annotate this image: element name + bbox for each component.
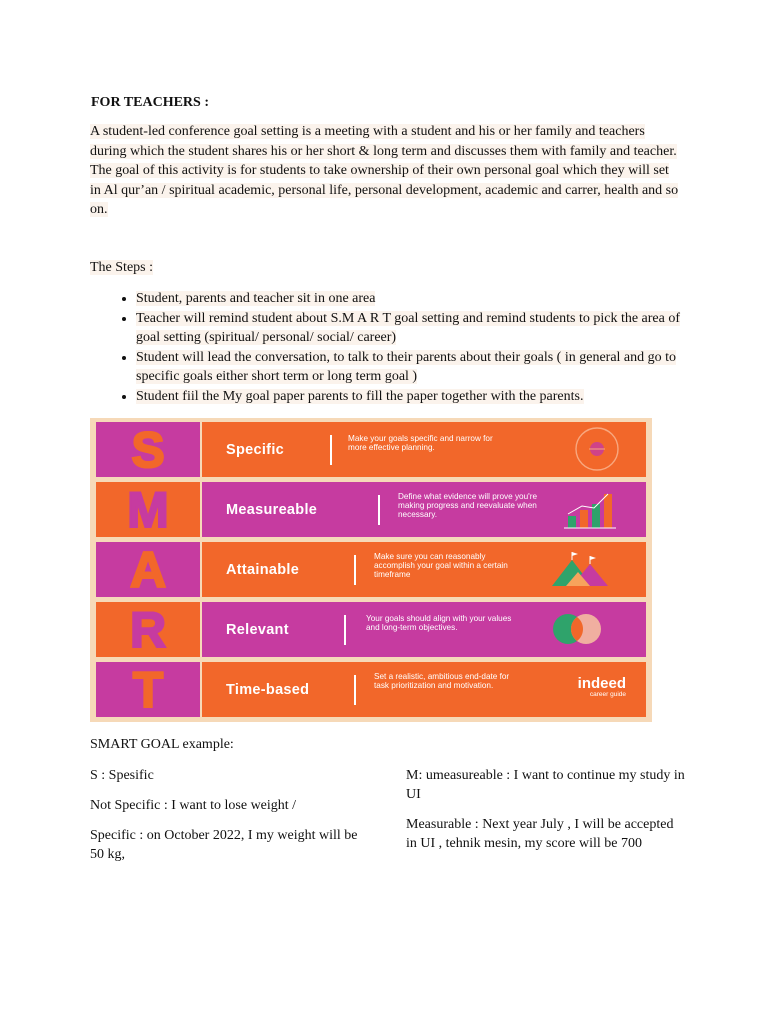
steps-title-text: The Steps : [90, 260, 153, 275]
divider [378, 495, 380, 525]
step-text: Student, parents and teacher sit in one area [136, 291, 376, 306]
step-text: Student fiil the My goal paper parents to fill the paper together with the parents. [136, 388, 584, 404]
smart-letter-cell [96, 602, 200, 657]
example-line: Specific : on October 2022, I my weight will be 50 kg, [90, 828, 358, 862]
divider [330, 435, 332, 465]
example-line: Not Specific : I want to lose weight / [90, 798, 297, 813]
smart-letter-cell [96, 422, 200, 477]
smart-letter: A [129, 541, 167, 598]
divider [344, 615, 346, 645]
smart-row-measureable [96, 482, 646, 537]
smart-description: Define what evidence will prove you're making progress and reevaluate when necessary. [398, 492, 538, 520]
intro-text: A student-led conference goal setting is a meeting with a student and his or her family and teachers during which the student shares his or her short & long term and discusses them with family and teacher. The goal of this activity is for students to take ownership of their own personal goal which they will set in Al qur’an / spiritual academic, personal life, personal development, academic and carrer, health and so on. [90, 124, 679, 217]
list-item [136, 387, 690, 407]
target-icon [562, 426, 632, 473]
smart-letter-cell [96, 542, 200, 597]
smart-description: Set a realistic, ambitious end-date for task prioritization and motivation. [374, 672, 510, 691]
steps-title [90, 260, 153, 276]
smart-letter: S [131, 421, 165, 478]
example-title: SMART GOAL example: [90, 737, 234, 752]
smart-content-cell [202, 542, 646, 597]
brand-name: indeed [577, 675, 626, 692]
smart-infographic [90, 418, 652, 722]
example-line: S : Spesific [90, 768, 154, 783]
smart-word: Specific [226, 441, 285, 458]
venn-circles-icon [542, 606, 612, 653]
smart-word: Relevant [226, 621, 289, 638]
step-text: Student will lead the conversation, to talk to their parents about their goals ( in general and go to specific goals either short term or long term goal ) [136, 349, 677, 384]
smart-letter: T [132, 661, 164, 718]
mountains-icon [548, 546, 618, 593]
smart-word: Attainable [226, 561, 300, 578]
smart-content-cell [202, 662, 646, 717]
step-text: Teacher will remind student about S.M A R T goal setting and remind students to pick the area of goal setting (spiritual/ personal/ social/ career) [136, 310, 681, 345]
indeed-logo [578, 676, 626, 699]
smart-description: Your goals should align with your values and long-term objectives. [366, 614, 512, 633]
example-line: Measurable : Next year July , I will be accepted in UI , tehnik mesin, my score will be 700 [406, 817, 674, 851]
smart-content-cell [202, 422, 646, 477]
example-left-column [90, 766, 368, 875]
smart-row-attainable [96, 542, 646, 597]
list-item [136, 348, 690, 387]
smart-content-cell [202, 602, 646, 657]
brand-subtitle: career guide [589, 691, 626, 698]
smart-row-specific [96, 422, 646, 477]
divider [354, 555, 356, 585]
section-heading: FOR TEACHERS : [91, 95, 209, 110]
smart-content-cell [202, 482, 646, 537]
smart-row-relevant [96, 602, 646, 657]
list-item [136, 289, 690, 309]
smart-word: Measureable [226, 501, 318, 518]
example-line: M: umeasureable : I want to continue my study in UI [406, 768, 685, 802]
smart-word: Time-based [226, 681, 310, 698]
smart-row-time-based [96, 662, 646, 717]
list-item [136, 309, 690, 348]
smart-description: Make your goals specific and narrow for more effective planning. [348, 434, 493, 453]
intro-paragraph [90, 122, 682, 220]
smart-letter: M [127, 481, 169, 538]
smart-letter-cell [96, 662, 200, 717]
smart-letter: R [129, 601, 167, 658]
bar-chart-icon [558, 486, 628, 533]
example-right-column [406, 766, 686, 864]
divider [354, 675, 356, 705]
steps-list [90, 289, 690, 406]
smart-letter-cell [96, 482, 200, 537]
smart-description: Make sure you can reasonably accomplish your goal within a certain timeframe [374, 552, 508, 580]
